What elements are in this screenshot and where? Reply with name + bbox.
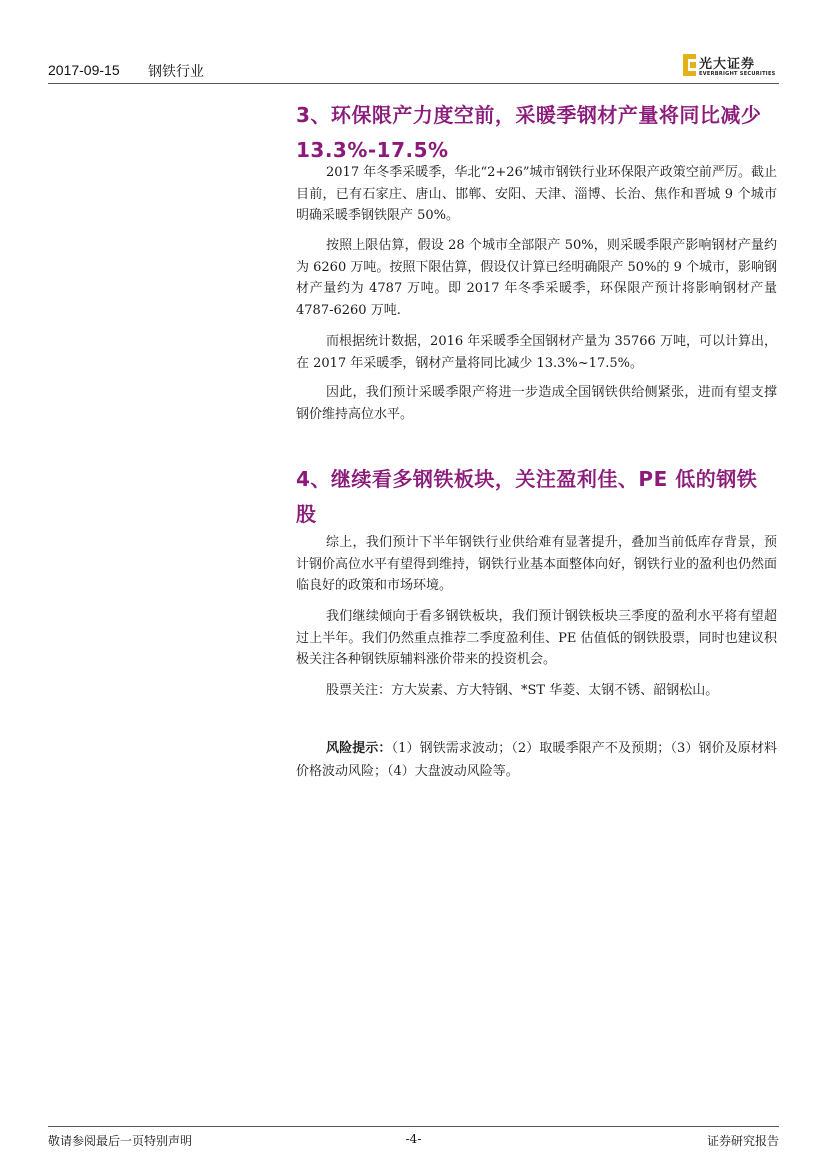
section-3-paragraph: 因此，我们预计采暖季限产将进一步造成全国钢铁供给侧紧张，进而有望支撑钢价维持高位水平。 [296,385,777,422]
section-3-title: 3、环保限产力度空前，采暖季钢材产量将同比减少 13.3%-17.5% [296,103,762,162]
report-date: 2017-09-15 [48,62,120,78]
section-4-title: 4、继续看多钢铁板块，关注盈利佳、PE 低的钢铁股 [296,467,758,526]
risk-warning [296,737,777,783]
risk-text: （1）钢铁需求波动；（2）取暖季限产不及预期；（3）钢价及原材料价格波动风险；（4）大盘波动风险等。 [296,741,777,779]
section-3-paragraph: 按照上限估算，假设 28 个城市全部限产 50%，则采暖季限产影响钢材产量约为 6260 万吨。按照下限估算，假设仅计算已经明确限产 50%的 9 个城市，影响钢材产量约为 4787 万吨。即 2017 年冬季采暖季，环保限产预计将影响钢材产量 4787-6260 万吨. [296,238,777,318]
section-3-paragraph: 2017 年冬季采暖季，华北“2+26”城市钢铁行业环保限产政策空前严厉。截止目前，已有石家庄、唐山、邯郸、安阳、天津、淄博、长治、焦作和晋城 9 个城市明确采暖季钢铁限产 50%。 [296,165,777,223]
logo-name-en: EVERBRIGHT SECURITIES [699,71,776,77]
section-4-paragraph: 股票关注：方大炭素、方大特钢、*ST 华菱、太钢不锈、韶钢松山。 [326,683,719,698]
risk-label: 风险提示： [326,741,392,756]
header-divider [48,83,779,84]
company-logo [683,52,781,80]
disclaimer-note: 敬请参阅最后一页特别声明 [48,1134,193,1148]
logo-name-cn: 光大证券 [699,57,756,72]
report-type: 证券研究报告 [706,1134,779,1148]
page-number: -4- [405,1132,422,1146]
section-3-paragraph: 而根据统计数据，2016 年采暖季全国钢材产量为 35766 万吨，可以计算出，在 2017 年采暖季，钢材产量将同比减少 13.3%~17.5%。 [296,334,777,371]
footer-divider [48,1126,779,1127]
industry-label: 钢铁行业 [148,64,204,80]
page-header [48,56,779,84]
everbright-logo-icon [683,54,696,76]
section-4-paragraph: 综上，我们预计下半年钢铁行业供给难有显著提升，叠加当前低库存背景，预计钢价高位水平有望得到维持，钢铁行业基本面整体向好，钢铁行业的盈利也仍然面临良好的政策和市场环境。 [296,535,778,593]
section-4-paragraph: 我们继续倾向于看多钢铁板块，我们预计钢铁板块三季度的盈利水平将有望超过上半年。我们仍然重点推荐二季度盈利佳、PE 估值低的钢铁股票，同时也建议积极关注各种钢铁原辅料涨价带来的投资机会。 [296,609,777,667]
